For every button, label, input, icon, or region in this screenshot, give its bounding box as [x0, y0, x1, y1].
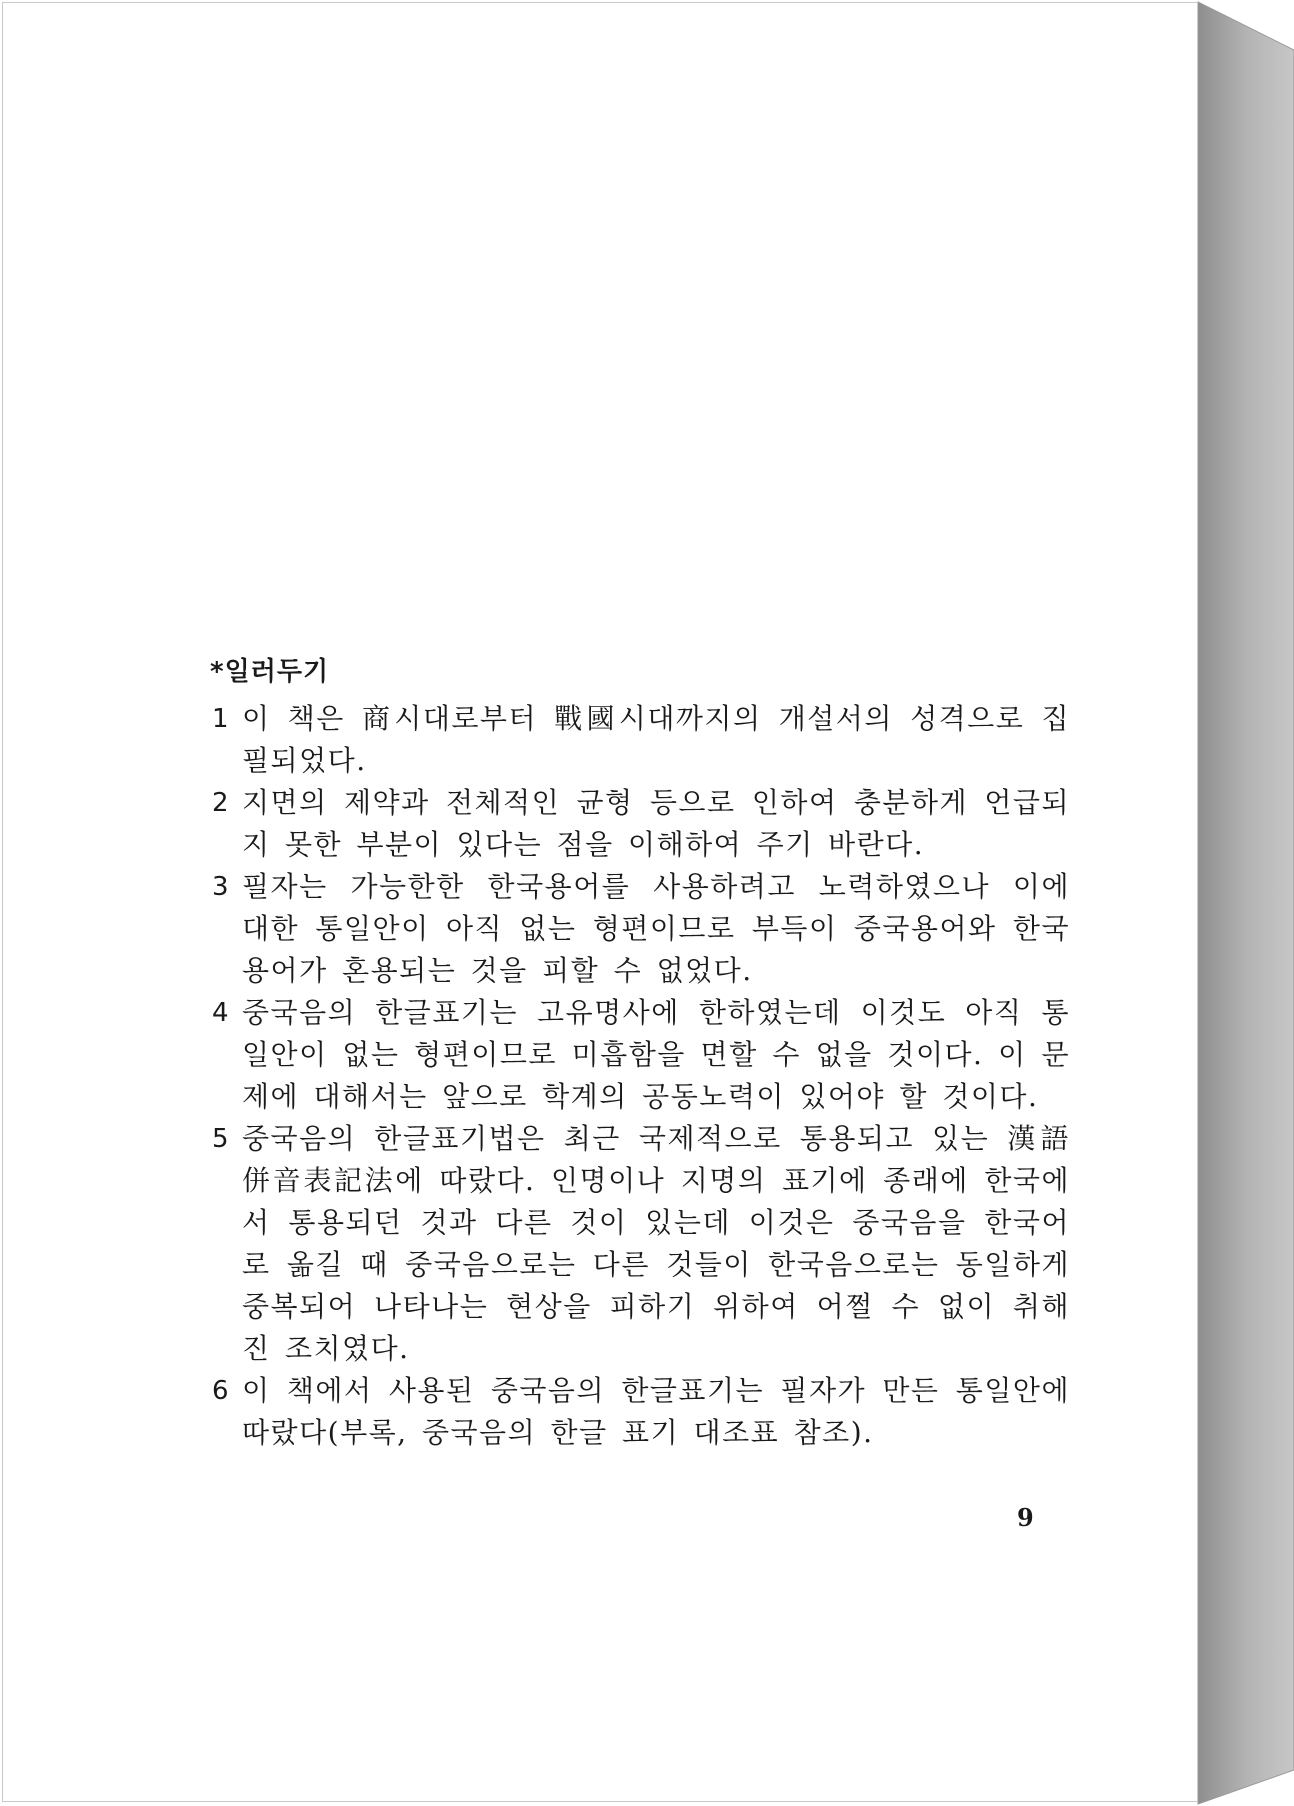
note-item [210, 1370, 1070, 1454]
note-number: 5 [212, 1124, 231, 1154]
note-text: 필자는 가능한한 한국용어를 사용하려고 노력하였으나 이에 대한 통일안이 아직 없는 형편이므로 부득이 중국용어와 한국용어가 혼용되는 것을 피할 수 없었다. [242, 870, 1070, 987]
note-number: 3 [212, 872, 231, 902]
note-number: 6 [212, 1376, 231, 1406]
note-item [210, 698, 1070, 782]
page-number: 9 [1017, 1503, 1034, 1532]
note-text: 이 책에서 사용된 중국음의 한글표기는 필자가 만든 통일안에 따랐다(부록, 중국음의 한글 표기 대조표 참조). [242, 1374, 1070, 1449]
note-number: 1 [212, 704, 231, 734]
note-text: 지면의 제약과 전체적인 균형 등으로 인하여 충분하게 언급되지 못한 부분이 있다는 점을 이해하여 주기 바란다. [242, 786, 1070, 861]
note-number: 4 [212, 998, 231, 1028]
notes-heading: *일러두기 [210, 657, 330, 687]
note-number: 2 [212, 788, 231, 818]
note-text: 중국음의 한글표기는 고유명사에 한하였는데 이것도 아직 통일안이 없는 형편이므로 미흡함을 면할 수 없을 것이다. 이 문제에 대해서는 앞으로 학계의 공동노력이 있어야 할 것이다. [242, 996, 1070, 1113]
note-item [210, 1118, 1070, 1370]
note-item [210, 992, 1070, 1118]
note-item [210, 866, 1070, 992]
notes-section [210, 654, 1070, 1454]
note-text: 이 책은 商시대로부터 戰國시대까지의 개설서의 성격으로 집필되었다. [242, 702, 1070, 777]
note-item [210, 782, 1070, 866]
note-text: 중국음의 한글표기법은 최근 국제적으로 통용되고 있는 漢語併音表記法에 따랐다. 인명이나 지명의 표기에 종래에 한국에서 통용되던 것과 다른 것이 있는데 이것은 중국음을 한국어로 옮길 때 중국음으로는 다른 것들이 한국음으로는 동일하게 중복되어 나타나는 현상을 피하기 위하여 어쩔 수 없이 취해진 조치였다. [242, 1122, 1070, 1365]
